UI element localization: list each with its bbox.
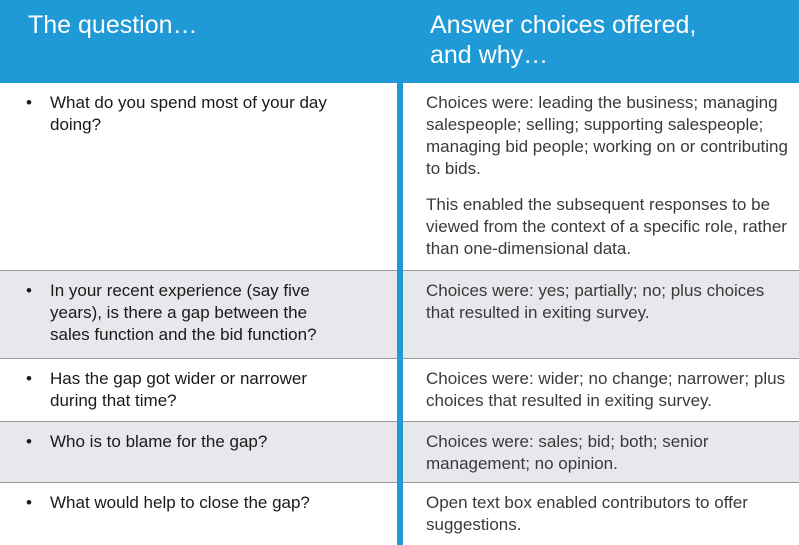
question-text: What would help to close the gap?	[50, 493, 310, 512]
bullet-icon: •	[26, 369, 32, 388]
answer-header-line2: and why…	[430, 41, 549, 69]
question-cell	[0, 359, 400, 421]
answer-cell	[400, 483, 799, 545]
answer-cell	[400, 271, 799, 358]
bullet-icon: •	[26, 493, 32, 512]
answer-cell	[400, 359, 799, 421]
bullet-icon: •	[26, 281, 32, 300]
question-text: Has the gap got wider or narrower during that time?	[50, 369, 308, 410]
answer-text: Choices were: yes; partially; no; plus choices that resulted in exiting survey.	[426, 281, 765, 322]
bullet-icon: •	[26, 93, 32, 112]
question-cell	[0, 83, 400, 270]
question-cell	[0, 271, 400, 358]
answer-text: This enabled the subsequent responses to be viewed from the context of a specific role, rather than one-dimensional data.	[426, 195, 787, 258]
column-divider	[397, 0, 403, 545]
bullet-icon: •	[26, 432, 32, 451]
answer-cell	[400, 422, 799, 482]
question-text: Who is to blame for the gap?	[50, 432, 268, 451]
question-cell	[0, 483, 400, 545]
answer-text: Choices were: leading the business; managing salespeople; selling; supporting salespeople; managing bid people; working on or contributing to bids.	[426, 93, 788, 178]
answer-header-line1: Answer choices offered,	[430, 11, 697, 39]
answer-text: Choices were: sales; bid; both; senior management; no opinion.	[426, 432, 709, 473]
question-text: What do you spend most of your day doing?	[50, 93, 327, 134]
answer-column-header	[400, 0, 799, 83]
question-text: In your recent experience (say five years), is there a gap between the sales function and the bid function?	[50, 281, 317, 344]
answer-cell	[400, 83, 799, 270]
question-column-header: The question…	[28, 11, 198, 39]
answer-text: Open text box enabled contributors to offer suggestions.	[426, 493, 748, 534]
answer-text: Choices were: wider; no change; narrower; plus choices that resulted in exiting survey.	[426, 369, 786, 410]
question-cell	[0, 422, 400, 482]
